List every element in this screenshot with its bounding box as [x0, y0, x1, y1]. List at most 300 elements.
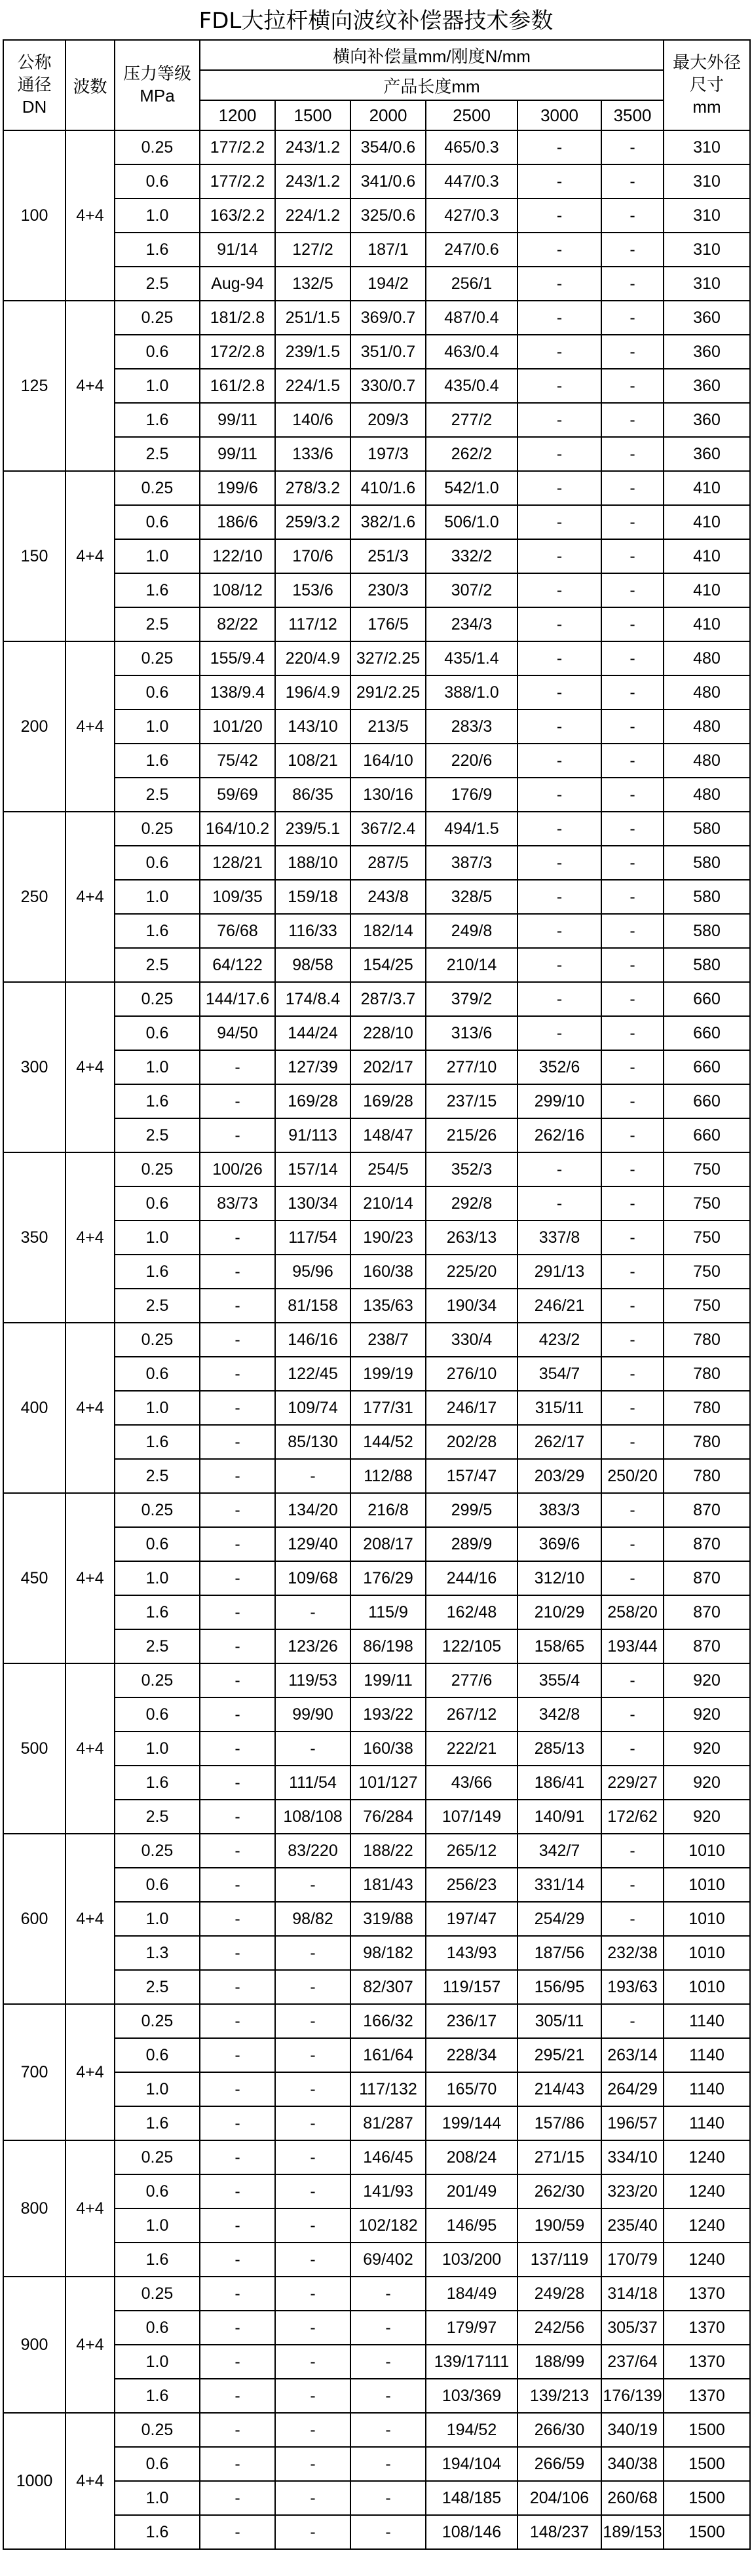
- value-cell: 99/11: [200, 403, 275, 437]
- value-cell: -: [275, 2345, 350, 2379]
- value-cell: 367/2.4: [350, 812, 426, 846]
- value-cell: 59/69: [200, 778, 275, 812]
- value-cell: -: [200, 2174, 275, 2208]
- value-cell: 463/0.4: [426, 335, 517, 369]
- value-cell: 157/14: [275, 1152, 350, 1186]
- value-cell: 210/14: [426, 948, 517, 982]
- value-cell: 246/17: [426, 1391, 517, 1425]
- value-cell: 141/93: [350, 2174, 426, 2208]
- value-cell: 341/0.6: [350, 164, 426, 199]
- table-row: [3, 335, 750, 369]
- outer-diameter-cell: 870: [664, 1561, 750, 1595]
- value-cell: 196/57: [601, 2106, 664, 2140]
- value-cell: 133/6: [275, 437, 350, 471]
- value-cell: 116/33: [275, 914, 350, 948]
- value-cell: 199/19: [350, 1357, 426, 1391]
- value-cell: 94/50: [200, 1016, 275, 1050]
- value-cell: 117/54: [275, 1221, 350, 1255]
- table-row: [3, 778, 750, 812]
- pressure-cell: 0.6: [115, 1527, 200, 1561]
- outer-diameter-cell: 750: [664, 1221, 750, 1255]
- outer-diameter-cell: 660: [664, 1016, 750, 1050]
- outer-diameter-cell: 1500: [664, 2481, 750, 2515]
- outer-diameter-cell: 580: [664, 914, 750, 948]
- table-row: [3, 1289, 750, 1323]
- table-row: [3, 2345, 750, 2379]
- value-cell: 188/10: [275, 846, 350, 880]
- value-cell: -: [601, 335, 664, 369]
- value-cell: 220/4.9: [275, 641, 350, 675]
- value-cell: 323/20: [601, 2174, 664, 2208]
- length-col-header: 2500: [426, 100, 517, 130]
- value-cell: -: [601, 1323, 664, 1357]
- value-cell: 243/1.2: [275, 164, 350, 199]
- value-cell: 115/9: [350, 1595, 426, 1629]
- value-cell: 127/39: [275, 1050, 350, 1084]
- pressure-cell: 1.6: [115, 233, 200, 267]
- outer-diameter-cell: 480: [664, 675, 750, 710]
- value-cell: 506/1.0: [426, 505, 517, 539]
- value-cell: 76/284: [350, 1800, 426, 1834]
- value-cell: 137/119: [517, 2243, 601, 2277]
- pressure-header: 压力等级 MPa: [115, 40, 200, 130]
- value-cell: 99/90: [275, 1697, 350, 1732]
- value-cell: 164/10.2: [200, 812, 275, 846]
- value-cell: 266/30: [517, 2413, 601, 2447]
- pressure-cell: 0.6: [115, 505, 200, 539]
- value-cell: 262/17: [517, 1425, 601, 1459]
- value-cell: 224/1.5: [275, 369, 350, 403]
- value-cell: 208/17: [350, 1527, 426, 1561]
- value-cell: -: [601, 1391, 664, 1425]
- value-cell: 203/29: [517, 1459, 601, 1493]
- pressure-cell: 1.0: [115, 2072, 200, 2106]
- value-cell: -: [601, 199, 664, 233]
- pressure-cell: 1.6: [115, 2515, 200, 2549]
- value-cell: -: [275, 2413, 350, 2447]
- value-cell: 332/2: [426, 539, 517, 573]
- value-cell: 213/5: [350, 710, 426, 744]
- value-cell: 86/35: [275, 778, 350, 812]
- value-cell: -: [200, 1970, 275, 2004]
- value-cell: 101/20: [200, 710, 275, 744]
- value-cell: 109/68: [275, 1561, 350, 1595]
- table-row: [3, 2311, 750, 2345]
- value-cell: 75/42: [200, 744, 275, 778]
- pressure-cell: 1.0: [115, 1732, 200, 1766]
- value-cell: 156/95: [517, 1970, 601, 2004]
- pressure-cell: 2.5: [115, 607, 200, 641]
- table-row: [3, 1800, 750, 1834]
- value-cell: 251/3: [350, 539, 426, 573]
- value-cell: 340/19: [601, 2413, 664, 2447]
- value-cell: -: [275, 1732, 350, 1766]
- pressure-cell: 1.6: [115, 2379, 200, 2413]
- value-cell: -: [517, 164, 601, 199]
- value-cell: 140/91: [517, 1800, 601, 1834]
- value-cell: 340/38: [601, 2447, 664, 2481]
- value-cell: 210/29: [517, 1595, 601, 1629]
- value-cell: 161/2.8: [200, 369, 275, 403]
- dn-header: 公称 通径 DN: [3, 40, 66, 130]
- value-cell: -: [275, 1970, 350, 2004]
- table-row: [3, 2004, 750, 2038]
- value-cell: 102/182: [350, 2208, 426, 2243]
- table-row: [3, 1732, 750, 1766]
- value-cell: -: [275, 2481, 350, 2515]
- value-cell: 330/4: [426, 1323, 517, 1357]
- value-cell: 249/8: [426, 914, 517, 948]
- value-cell: 242/56: [517, 2311, 601, 2345]
- value-cell: 186/41: [517, 1766, 601, 1800]
- value-cell: 235/40: [601, 2208, 664, 2243]
- waves-cell: 4+4: [66, 2277, 115, 2413]
- table-row: [3, 539, 750, 573]
- value-cell: 313/6: [426, 1016, 517, 1050]
- pressure-cell: 0.25: [115, 471, 200, 505]
- waves-cell: 4+4: [66, 812, 115, 982]
- value-cell: -: [350, 2481, 426, 2515]
- value-cell: 262/16: [517, 1118, 601, 1152]
- outer-diameter-cell: 920: [664, 1663, 750, 1697]
- value-cell: 214/43: [517, 2072, 601, 2106]
- value-cell: -: [350, 2277, 426, 2311]
- table-row: [3, 2379, 750, 2413]
- value-cell: 144/17.6: [200, 982, 275, 1016]
- value-cell: 100/26: [200, 1152, 275, 1186]
- value-cell: 43/66: [426, 1766, 517, 1800]
- outer-diameter-cell: 750: [664, 1186, 750, 1221]
- pressure-cell: 0.6: [115, 675, 200, 710]
- dn-cell: 700: [3, 2004, 66, 2140]
- table-row: [3, 1834, 750, 1868]
- value-cell: 427/0.3: [426, 199, 517, 233]
- table-row: [3, 2447, 750, 2481]
- pressure-cell: 0.6: [115, 846, 200, 880]
- pressure-cell: 0.6: [115, 1016, 200, 1050]
- value-cell: 165/70: [426, 2072, 517, 2106]
- value-cell: 107/149: [426, 1800, 517, 1834]
- value-cell: 254/5: [350, 1152, 426, 1186]
- value-cell: 334/10: [601, 2140, 664, 2174]
- pressure-cell: 1.6: [115, 1766, 200, 1800]
- waves-header: 波数: [66, 40, 115, 130]
- value-cell: -: [200, 1902, 275, 1936]
- value-cell: 299/5: [426, 1493, 517, 1527]
- value-cell: -: [200, 1493, 275, 1527]
- value-cell: 199/144: [426, 2106, 517, 2140]
- value-cell: -: [601, 369, 664, 403]
- value-cell: 169/28: [350, 1084, 426, 1118]
- value-cell: -: [200, 2379, 275, 2413]
- value-cell: -: [200, 2447, 275, 2481]
- length-col-header: 1500: [275, 100, 350, 130]
- value-cell: 291/13: [517, 1255, 601, 1289]
- value-cell: -: [275, 2208, 350, 2243]
- value-cell: 196/4.9: [275, 675, 350, 710]
- outer-diameter-cell: 1140: [664, 2072, 750, 2106]
- value-cell: -: [200, 2208, 275, 2243]
- value-cell: 369/6: [517, 1527, 601, 1561]
- value-cell: 383/3: [517, 1493, 601, 1527]
- outer-diameter-cell: 1140: [664, 2106, 750, 2140]
- document-title: FDL大拉杆横向波纹补偿器技术参数: [198, 8, 554, 34]
- value-cell: 179/97: [426, 2311, 517, 2345]
- value-cell: 117/12: [275, 607, 350, 641]
- value-cell: 238/7: [350, 1323, 426, 1357]
- value-cell: 209/3: [350, 403, 426, 437]
- value-cell: 355/4: [517, 1663, 601, 1697]
- value-cell: 352/6: [517, 1050, 601, 1084]
- value-cell: -: [350, 2345, 426, 2379]
- table-row: [3, 1902, 750, 1936]
- dn-cell: 250: [3, 812, 66, 982]
- dn-cell: 125: [3, 301, 66, 471]
- value-cell: -: [275, 1936, 350, 1970]
- value-cell: -: [200, 1255, 275, 1289]
- value-cell: -: [275, 2038, 350, 2072]
- value-cell: 435/1.4: [426, 641, 517, 675]
- value-cell: 188/22: [350, 1834, 426, 1868]
- value-cell: -: [601, 710, 664, 744]
- value-cell: -: [601, 130, 664, 164]
- outer-diameter-cell: 480: [664, 744, 750, 778]
- value-cell: 249/28: [517, 2277, 601, 2311]
- value-cell: -: [200, 2243, 275, 2277]
- value-cell: 163/2.2: [200, 199, 275, 233]
- table-row: [3, 1766, 750, 1800]
- outer-diameter-cell: 1240: [664, 2174, 750, 2208]
- outer-diameter-cell: 1010: [664, 1970, 750, 2004]
- table-row: [3, 1868, 750, 1902]
- value-cell: 487/0.4: [426, 301, 517, 335]
- value-cell: -: [200, 1459, 275, 1493]
- value-cell: 259/3.2: [275, 505, 350, 539]
- value-cell: 161/64: [350, 2038, 426, 2072]
- value-cell: -: [601, 607, 664, 641]
- value-cell: -: [200, 2072, 275, 2106]
- table-row: [3, 948, 750, 982]
- outer-diameter-cell: 310: [664, 267, 750, 301]
- value-cell: -: [601, 1016, 664, 1050]
- length-header: 产品长度mm: [200, 70, 664, 100]
- value-cell: 299/10: [517, 1084, 601, 1118]
- pressure-cell: 0.6: [115, 164, 200, 199]
- value-cell: 289/9: [426, 1527, 517, 1561]
- value-cell: 134/20: [275, 1493, 350, 1527]
- value-cell: 243/1.2: [275, 130, 350, 164]
- value-cell: -: [517, 233, 601, 267]
- table-row: [3, 403, 750, 437]
- pressure-cell: 2.5: [115, 948, 200, 982]
- value-cell: 98/58: [275, 948, 350, 982]
- value-cell: -: [200, 2345, 275, 2379]
- value-cell: 237/15: [426, 1084, 517, 1118]
- outer-diameter-cell: 360: [664, 369, 750, 403]
- value-cell: 447/0.3: [426, 164, 517, 199]
- value-cell: 85/130: [275, 1425, 350, 1459]
- value-cell: 176/9: [426, 778, 517, 812]
- value-cell: -: [601, 880, 664, 914]
- value-cell: -: [275, 2379, 350, 2413]
- value-cell: 215/26: [426, 1118, 517, 1152]
- outer-diameter-cell: 660: [664, 1084, 750, 1118]
- pressure-cell: 2.5: [115, 1459, 200, 1493]
- value-cell: -: [517, 130, 601, 164]
- outer-diameter-cell: 580: [664, 880, 750, 914]
- value-cell: 263/14: [601, 2038, 664, 2072]
- value-cell: 236/17: [426, 2004, 517, 2038]
- value-cell: 187/1: [350, 233, 426, 267]
- outer-diameter-cell: 920: [664, 1766, 750, 1800]
- value-cell: 172/2.8: [200, 335, 275, 369]
- value-cell: -: [517, 880, 601, 914]
- value-cell: 143/10: [275, 710, 350, 744]
- outer-diameter-cell: 870: [664, 1595, 750, 1629]
- value-cell: -: [517, 641, 601, 675]
- table-row: [3, 505, 750, 539]
- pressure-cell: 2.5: [115, 778, 200, 812]
- waves-cell: 4+4: [66, 982, 115, 1152]
- waves-cell: 4+4: [66, 641, 115, 812]
- pressure-cell: 1.6: [115, 1084, 200, 1118]
- value-cell: 307/2: [426, 573, 517, 607]
- value-cell: -: [275, 2106, 350, 2140]
- length-col-header: 2000: [350, 100, 426, 130]
- value-cell: 64/122: [200, 948, 275, 982]
- value-cell: 184/49: [426, 2277, 517, 2311]
- table-row: [3, 641, 750, 675]
- value-cell: 91/113: [275, 1118, 350, 1152]
- value-cell: 327/2.25: [350, 641, 426, 675]
- table-row: [3, 1152, 750, 1186]
- outer-diameter-cell: 870: [664, 1493, 750, 1527]
- table-row: [3, 1493, 750, 1527]
- value-cell: 251/1.5: [275, 301, 350, 335]
- table-row: [3, 710, 750, 744]
- outer-diameter-cell: 920: [664, 1732, 750, 1766]
- value-cell: 305/37: [601, 2311, 664, 2345]
- value-cell: 277/10: [426, 1050, 517, 1084]
- value-cell: 186/6: [200, 505, 275, 539]
- dn-cell: 500: [3, 1663, 66, 1834]
- value-cell: 410/1.6: [350, 471, 426, 505]
- value-cell: -: [517, 675, 601, 710]
- outer-diameter-cell: 920: [664, 1697, 750, 1732]
- table-row: [3, 164, 750, 199]
- dn-cell: 150: [3, 471, 66, 641]
- pressure-cell: 0.25: [115, 1834, 200, 1868]
- value-cell: 354/0.6: [350, 130, 426, 164]
- value-cell: -: [601, 1493, 664, 1527]
- length-col-header: 3500: [601, 100, 664, 130]
- outer-diameter-cell: 480: [664, 778, 750, 812]
- value-cell: 181/2.8: [200, 301, 275, 335]
- table-row: [3, 744, 750, 778]
- value-cell: 108/21: [275, 744, 350, 778]
- value-cell: -: [275, 2515, 350, 2549]
- outer-diameter-cell: 750: [664, 1255, 750, 1289]
- value-cell: 295/21: [517, 2038, 601, 2072]
- pressure-cell: 0.6: [115, 2311, 200, 2345]
- value-cell: -: [601, 505, 664, 539]
- value-cell: -: [517, 267, 601, 301]
- outer-diameter-cell: 360: [664, 301, 750, 335]
- table-row: [3, 812, 750, 846]
- value-cell: 81/158: [275, 1289, 350, 1323]
- outer-diameter-cell: 1010: [664, 1868, 750, 1902]
- pressure-cell: 2.5: [115, 1289, 200, 1323]
- pressure-cell: 1.6: [115, 744, 200, 778]
- value-cell: -: [517, 778, 601, 812]
- value-cell: -: [517, 1186, 601, 1221]
- value-cell: -: [275, 2174, 350, 2208]
- pressure-cell: 1.0: [115, 1221, 200, 1255]
- pressure-cell: 2.5: [115, 437, 200, 471]
- table-row: [3, 1323, 750, 1357]
- waves-cell: 4+4: [66, 130, 115, 301]
- value-cell: -: [601, 403, 664, 437]
- pressure-cell: 0.6: [115, 2038, 200, 2072]
- outer-diameter-cell: 480: [664, 641, 750, 675]
- dn-cell: 600: [3, 1834, 66, 2004]
- waves-cell: 4+4: [66, 2140, 115, 2277]
- table-row: [3, 914, 750, 948]
- outer-diameter-cell: 310: [664, 164, 750, 199]
- value-cell: 278/3.2: [275, 471, 350, 505]
- value-cell: 342/8: [517, 1697, 601, 1732]
- pressure-cell: 0.25: [115, 1493, 200, 1527]
- value-cell: -: [601, 437, 664, 471]
- table-row: [3, 2413, 750, 2447]
- value-cell: 176/5: [350, 607, 426, 641]
- value-cell: -: [275, 2004, 350, 2038]
- value-cell: 154/25: [350, 948, 426, 982]
- value-cell: -: [200, 1357, 275, 1391]
- value-cell: 108/12: [200, 573, 275, 607]
- outer-diameter-cell: 360: [664, 403, 750, 437]
- value-cell: 246/21: [517, 1289, 601, 1323]
- value-cell: 144/52: [350, 1425, 426, 1459]
- value-cell: -: [601, 1221, 664, 1255]
- value-cell: 239/5.1: [275, 812, 350, 846]
- value-cell: -: [517, 1152, 601, 1186]
- pressure-cell: 1.6: [115, 1425, 200, 1459]
- value-cell: -: [517, 403, 601, 437]
- outer-diameter-cell: 1370: [664, 2345, 750, 2379]
- table-row: [3, 573, 750, 607]
- value-cell: -: [601, 1561, 664, 1595]
- value-cell: -: [517, 948, 601, 982]
- outer-diameter-cell: 780: [664, 1391, 750, 1425]
- value-cell: -: [601, 846, 664, 880]
- value-cell: 208/24: [426, 2140, 517, 2174]
- dn-cell: 450: [3, 1493, 66, 1663]
- waves-cell: 4+4: [66, 1663, 115, 1834]
- value-cell: 122/10: [200, 539, 275, 573]
- value-cell: -: [200, 2481, 275, 2515]
- value-cell: -: [275, 2311, 350, 2345]
- value-cell: 237/64: [601, 2345, 664, 2379]
- value-cell: 283/3: [426, 710, 517, 744]
- value-cell: -: [200, 1936, 275, 1970]
- value-cell: 81/287: [350, 2106, 426, 2140]
- pressure-cell: 0.25: [115, 1323, 200, 1357]
- pressure-cell: 1.6: [115, 2243, 200, 2277]
- value-cell: -: [601, 948, 664, 982]
- pressure-cell: 0.25: [115, 2413, 200, 2447]
- value-cell: -: [517, 812, 601, 846]
